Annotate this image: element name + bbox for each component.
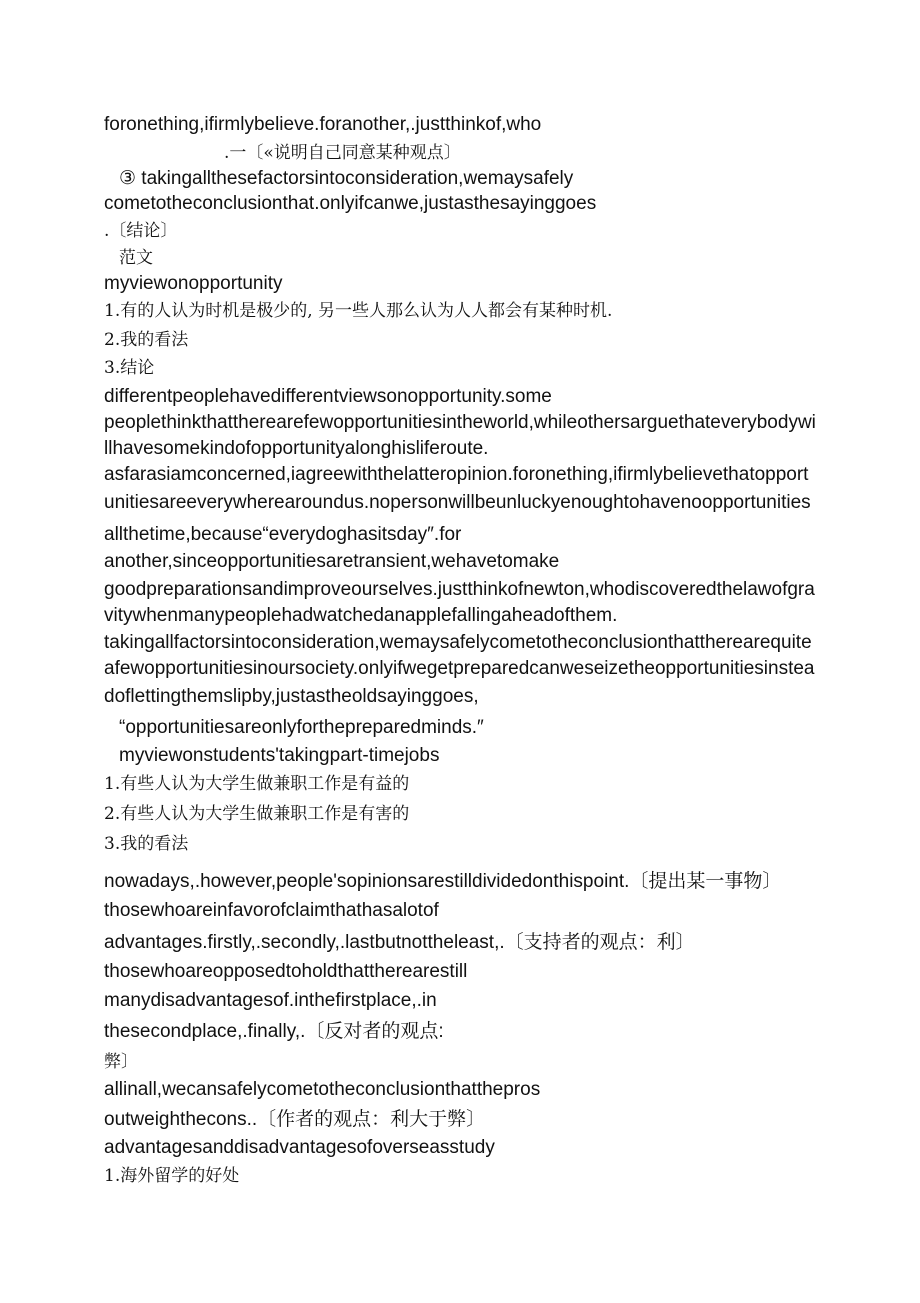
text-line: takingallfactorsintoconsideration,wemaysafelycometotheconclusionthattherearequite [104,632,812,653]
text-line: differentpeoplehavedifferentviewsonopportunity.some [104,386,552,407]
text-line: goodpreparationsandimproveourselves.justthinkofnewton,whodiscoveredthelawofgra [104,579,815,600]
outline-item: 2.有些人认为大学生做兼职工作是有害的 [104,804,410,824]
outline-item: 1.海外留学的好处 [104,1166,240,1186]
text-line: cometotheconclusionthat.onlyifcanwe,justasthesayinggoes [104,193,597,214]
text-line: .一〔«说明自己同意某种观点〕 [224,143,461,163]
essay-title: myviewonopportunity [104,273,283,294]
outline-item: 3.结论 [104,358,155,378]
text-line: thosewhoareinfavorofclaimthathasalotof [104,900,439,921]
text-line: peoplethinkthattherearefewopportunitiesintheworld,whileothersarguethateverybodywi [104,412,816,433]
outline-item: 1.有的人认为时机是极少的, 另一些人那么认为人人都会有某种时机. [104,301,613,321]
text-line: llhavesomekindofopportunityalonghisliferoute. [104,438,489,459]
text-line: outweighthecons..〔作者的观点：利大于弊〕 [104,1109,486,1130]
text-line: allthetime,because“everydoghasitsday″.for [104,524,462,545]
outline-item: 3.我的看法 [104,834,189,854]
text-line: .〔结论〕 [104,221,178,241]
outline-item: 1.有些人认为大学生做兼职工作是有益的 [104,774,410,794]
text-line: 弊〕 [104,1052,138,1072]
essay-title: advantagesanddisadvantagesofoverseasstudy [104,1137,495,1158]
text-line: nowadays,.however,people'sopinionsarestilldividedonthispoint.〔提出某一事物〕 [104,871,782,892]
text-line: “opportunitiesareonlyforthepreparedminds.″ [119,717,484,738]
text-line: unitiesareeverywherearoundus.nopersonwillbeunluckyenoughtohavenoopportunities [104,492,811,513]
essay-title: myviewonstudents'takingpart-timejobs [119,745,440,766]
text-line: foronething,ifirmlybelieve.foranother,.justthinkof,who [104,114,542,135]
text-line: allinall,wecansafelycometotheconclusionthatthepros [104,1079,541,1100]
text-line: thesecondplace,.finally,.〔反对者的观点: [104,1021,444,1042]
text-line: doflettingthemslipby,justastheoldsayinggoes, [104,686,479,707]
text-line: advantages.firstly,.secondly,.lastbutnottheleast,.〔支持者的观点：利〕 [104,932,695,953]
text-line: another,sinceopportunitiesaretransient,wehavetomake [104,551,560,572]
outline-item: 2.我的看法 [104,330,189,350]
text-line: afewopportunitiesinoursociety.onlyifwegetpreparedcanweseizetheopportunitiesinstea [104,658,815,679]
text-line: manydisadvantagesof.inthefirstplace,.in [104,990,437,1011]
text-line: ③ takingallthesefactorsintoconsideration,wemaysafely [119,168,574,189]
text-line: asfarasiamconcerned,iagreewiththelatteropinion.foronething,ifirmlybelievethatopport [104,464,809,485]
text-line: vitywhenmanypeoplehadwatchedanapplefallingaheadofthem. [104,605,618,626]
section-heading: 范文 [119,248,153,268]
text-line: thosewhoareopposedtoholdthattherearestill [104,961,468,982]
